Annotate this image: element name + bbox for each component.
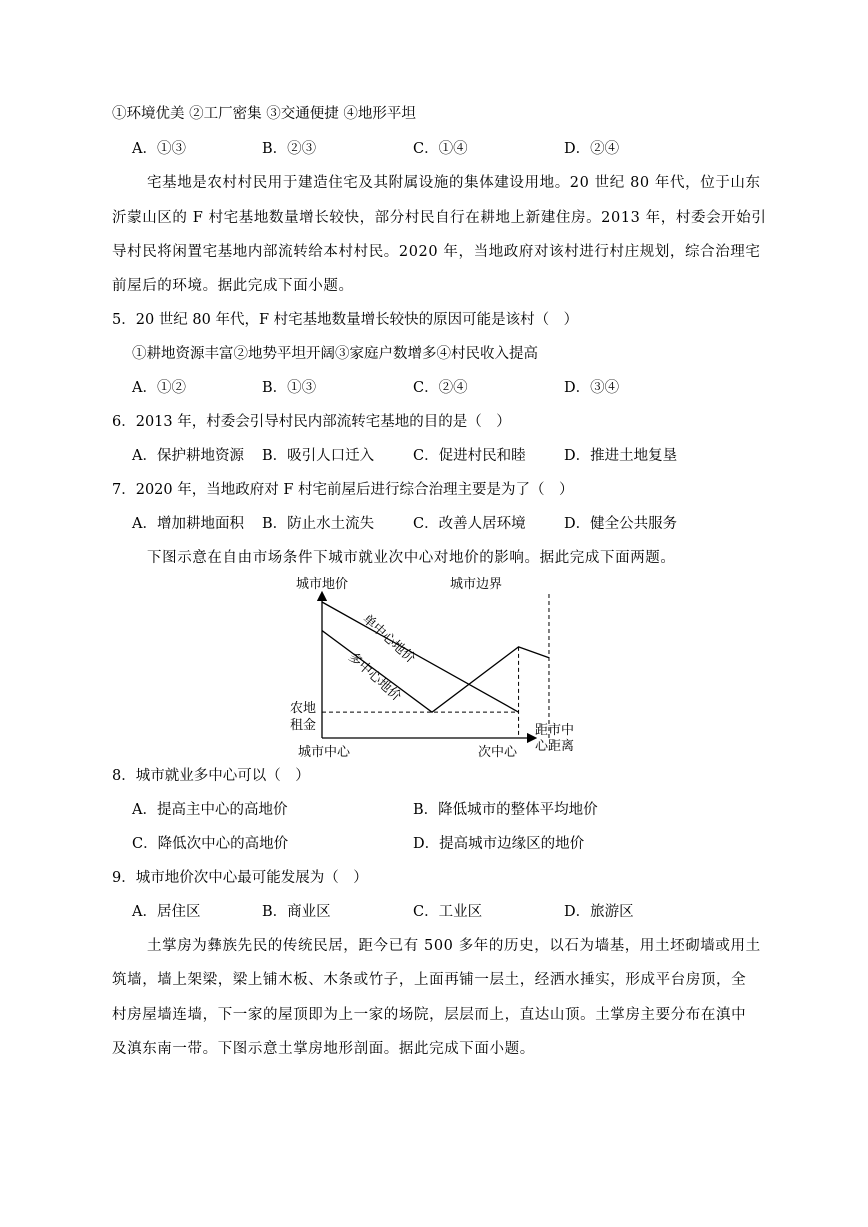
series-label-multi-center: 多中心地价 bbox=[345, 649, 404, 705]
q6-option-b[interactable]: B．吸引人口迁入 bbox=[262, 448, 375, 464]
y-tick-farmland-rent-bottom: 租金 bbox=[290, 718, 317, 733]
q9-option-c[interactable]: C．工业区 bbox=[413, 904, 483, 920]
q7-option-b[interactable]: B．防止水土流失 bbox=[262, 516, 375, 532]
x-tick-subcenter: 次中心 bbox=[478, 745, 518, 760]
y-axis-label: 城市地价 bbox=[296, 577, 349, 592]
q8-option-c[interactable]: C．降低次中心的高地价 bbox=[132, 836, 289, 852]
x-tick-city-center: 城市中心 bbox=[298, 745, 351, 760]
x-axis-label-top: 距市中 bbox=[535, 723, 575, 738]
q5-stem: 5．20 世纪 80 年代，F 村宅基地数量增长较快的原因可能是该村（ ） bbox=[112, 312, 579, 328]
q4-option-b[interactable]: B．②③ bbox=[262, 141, 317, 157]
boundary-label: 城市边界 bbox=[450, 577, 503, 592]
series-line-multi-center bbox=[322, 631, 549, 713]
passage2-line-3: 村房屋墙连墙，下一家的屋顶即为上一家的场院，层层而上，直达山顶。土掌房主要分布在滇中 bbox=[112, 1007, 747, 1023]
q6-option-c[interactable]: C．促进村民和睦 bbox=[413, 448, 526, 464]
passage2-line-1: 土掌房为彝族先民的传统民居，距今已有 500 多年的历史，以石为墙基，用土坯砌墙或用土 bbox=[147, 938, 761, 954]
passage2-line-2: 筑墙，墙上架梁，梁上铺木板、木条或竹子，上面再铺一层土，经洒水捶实，形成平台房顶，全 bbox=[112, 972, 747, 988]
q5-option-a[interactable]: A．①② bbox=[132, 380, 186, 396]
q8-option-a[interactable]: A．提高主中心的高地价 bbox=[132, 802, 288, 818]
q6-option-a[interactable]: A．保护耕地资源 bbox=[132, 448, 244, 464]
q7-stem: 7．2020 年，当地政府对 F 村宅前屋后进行综合治理主要是为了（ ） bbox=[112, 482, 574, 498]
q8-stem: 8．城市就业多中心可以（ ） bbox=[112, 768, 310, 784]
q7-option-a[interactable]: A．增加耕地面积 bbox=[132, 516, 244, 532]
passage1-line-4: 前屋后的环境。据此完成下面小题。 bbox=[112, 278, 354, 294]
q7-option-c[interactable]: C．改善人居环境 bbox=[413, 516, 526, 532]
q9-option-d[interactable]: D．旅游区 bbox=[564, 904, 634, 920]
q4-option-a[interactable]: A．①③ bbox=[132, 141, 186, 157]
q6-option-d[interactable]: D．推进土地复垦 bbox=[564, 448, 678, 464]
passage2-line-4: 及滇东南一带。下图示意土掌房地形剖面。据此完成下面小题。 bbox=[112, 1041, 535, 1057]
q8-option-b[interactable]: B．降低城市的整体平均地价 bbox=[413, 802, 598, 818]
q9-option-a[interactable]: A．居住区 bbox=[132, 904, 201, 920]
figure-intro: 下图示意在自由市场条件下城市就业次中心对地价的影响。据此完成下面两题。 bbox=[147, 550, 676, 566]
q8-option-d[interactable]: D．提高城市边缘区的地价 bbox=[413, 836, 585, 852]
q6-stem: 6．2013 年，村委会引导村民内部流转宅基地的目的是（ ） bbox=[112, 414, 511, 430]
x-axis-label-bottom: 心距离 bbox=[535, 739, 575, 754]
series-label-single-center: 单中心地价 bbox=[359, 611, 418, 667]
q7-option-d[interactable]: D．健全公共服务 bbox=[564, 516, 678, 532]
q5-option-c[interactable]: C．②④ bbox=[413, 380, 468, 396]
passage1-line-2: 沂蒙山区的 F 村宅基地数量增长较快，部分村民自行在耕地上新建住房。2013 年，村委会开始引 bbox=[112, 210, 767, 226]
q4-option-d[interactable]: D．②④ bbox=[564, 141, 620, 157]
y-tick-farmland-rent-top: 农地 bbox=[290, 701, 317, 716]
passage1-line-3: 导村民将闲置宅基地内部流转给本村村民。2020 年，当地政府对该村进行村庄规划，综合治理宅 bbox=[112, 244, 761, 260]
q9-option-b[interactable]: B．商业区 bbox=[262, 904, 331, 920]
q5-items: ①耕地资源丰富②地势平坦开阔③家庭户数增多④村民收入提高 bbox=[132, 346, 538, 362]
q4-items: ①环境优美 ②工厂密集 ③交通便捷 ④地形平坦 bbox=[112, 106, 416, 122]
q9-stem: 9．城市地价次中心最可能发展为（ ） bbox=[112, 870, 368, 886]
q5-option-b[interactable]: B．①③ bbox=[262, 380, 317, 396]
q4-option-c[interactable]: C．①④ bbox=[413, 141, 468, 157]
q5-option-d[interactable]: D．③④ bbox=[564, 380, 620, 396]
passage1-line-1: 宅基地是农村村民用于建造住宅及其附属设施的集体建设用地。20 世纪 80 年代，位于山东 bbox=[147, 175, 761, 191]
land-price-chart bbox=[280, 570, 600, 760]
